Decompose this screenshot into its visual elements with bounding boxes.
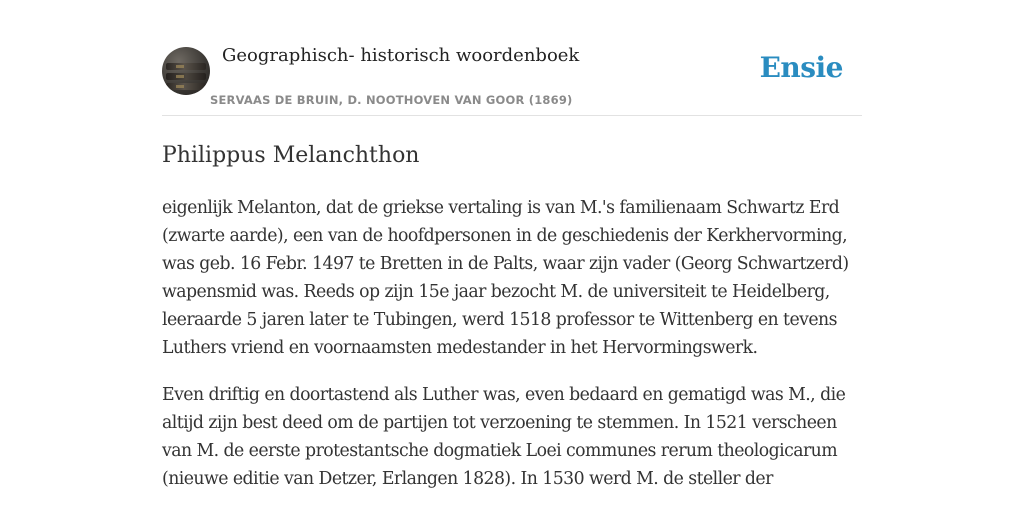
page-container [162,0,862,493]
entry-paragraph: eigenlijk Melanton, dat de griekse vertaling is van M.'s familienaam Schwartz Erd (zwarte aarde), een van de hoofdpersonen in de geschiedenis der Kerkhervorming, was geb. 16 Febr. 1497 te Bretten in de Palts, waar zijn vader (Georg Schwartzerd) wapensmid was. Reeds op zijn 15e jaar bezocht M. de universiteit te Heidelberg, leeraarde 5 jaren later te Tubingen, werd 1518 professor te Wittenberg en tevens Luthers vriend en voornaamsten medestander in het Hervormingswerk. [162,198,849,358]
book-title[interactable]: Geographisch- historisch woordenboek [222,45,580,66]
entry-paragraph: Even driftig en doortastend als Luther was, even bedaard en gematigd was M., die altijd zijn best deed om de partijen tot verzoening te stemmen. In 1521 verscheen van M. de eerste protestantsche dogmatiek Loei communes rerum theologicarum (nieuwe editie van Detzer, Erlangen 1828). In 1530 werd M. de steller der [162,385,846,489]
entry-body [162,194,862,493]
book-header [162,0,862,116]
ensie-logo[interactable]: Ensie [759,51,843,84]
entry-title: Philippus Melanchthon [162,143,420,168]
book-avatar[interactable] [162,47,210,95]
book-authors: SERVAAS DE BRUIN, D. NOOTHOVEN VAN GOOR (1869) [210,93,573,107]
